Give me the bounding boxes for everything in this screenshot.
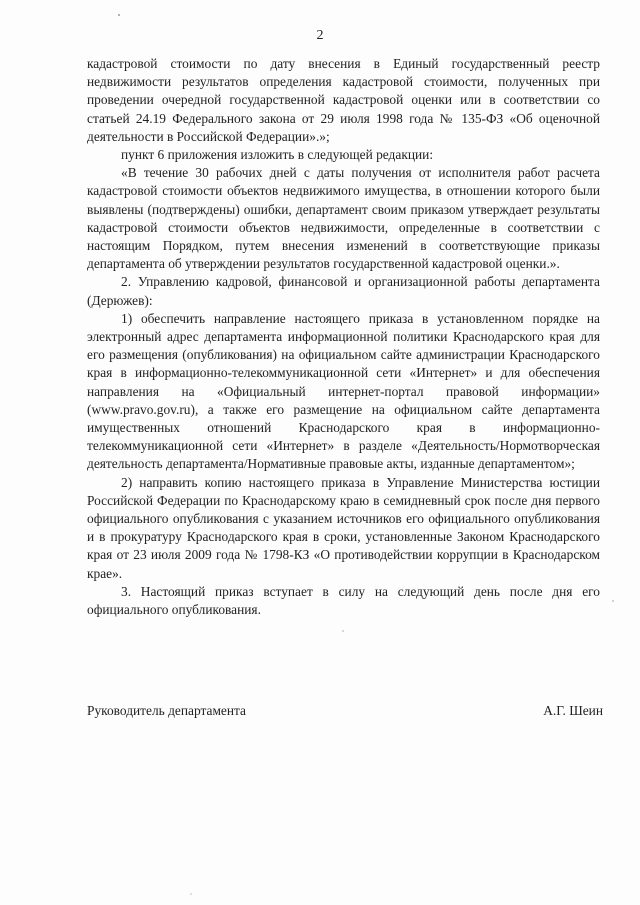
scan-speck <box>190 893 192 895</box>
document-body <box>87 55 600 619</box>
signature-name: А.Г. Шеин <box>543 703 603 718</box>
paragraph-item-2-2: 2) направить копию настоящего приказа в Управление Министерства юстиции Российской Федерации по Краснодарскому краю в семидневный срок после дня первого официального опубликования с указанием источников его официального опубликования и в прокуратуру Краснодарского края в сроки, установленные Законом Краснодарского края от 23 июля 2009 года № 1798-КЗ «О противодействии коррупции в Краснодарском крае». <box>87 474 600 581</box>
paragraph-item-3: 3. Настоящий приказ вступает в силу на следующий день после дня его официального опубликования. <box>87 583 600 618</box>
paragraph-item-2: 2. Управлению кадровой, финансовой и организационной работы департамента (Дерюжев): <box>87 274 600 308</box>
scan-speck <box>118 14 120 16</box>
scan-speck <box>342 630 344 632</box>
paragraph-amendment-text: «В течение 30 рабочих дней с даты получения от исполнителя работ расчета кадастровой стоимости объектов недвижимого имущества, в отношении которого были выявлены (подтверждены) ошибки, департамент своим приказом утверждает результаты кадастровой стоимости объектов недвижимости, определенные в соответствии с настоящим Порядком, путем внесения изменений в соответствующие приказы департамента об утверждении результатов государственной кадастровой оценки.». <box>87 165 600 272</box>
paragraph-amendment-intro: пункт 6 приложения изложить в следующей редакции: <box>121 147 434 163</box>
scan-speck <box>612 600 614 602</box>
signature-block <box>87 703 603 719</box>
paragraph-continuation: кадастровой стоимости по дату внесения в Единый государственный реестр недвижимости результатов определения кадастровой стоимости, полученных при проведении очередной государственной кадастровой оценки или в соответствии со статьей 24.19 Федерального закона от 29 июля 1998 года № 135-ФЗ «Об оценочной деятельности в Российской Федерации».»; <box>87 56 600 144</box>
signature-position: Руководитель департамента <box>87 703 246 718</box>
page-number: 2 <box>316 28 324 43</box>
paragraph-item-2-1: 1) обеспечить направление настоящего приказа в установленном порядке на электронный адрес департамента информационной политики Краснодарского края для его размещения (опубликования) на официальном сайте администрации Краснодарского края в информационно-телекоммуникационной сети «Интернет» и для обеспечения направления на «Официальный интернет-портал правовой информации» (www.pravo.gov.ru), а также его размещение на официальном сайте департамента имущественных отношений Краснодарского края в информационно-телекоммуникационной сети «Интернет» в разделе «Деятельность/Нормотворческая деятельность департамента/Нормативные правовые акты, изданные департаментом»; <box>87 310 600 472</box>
